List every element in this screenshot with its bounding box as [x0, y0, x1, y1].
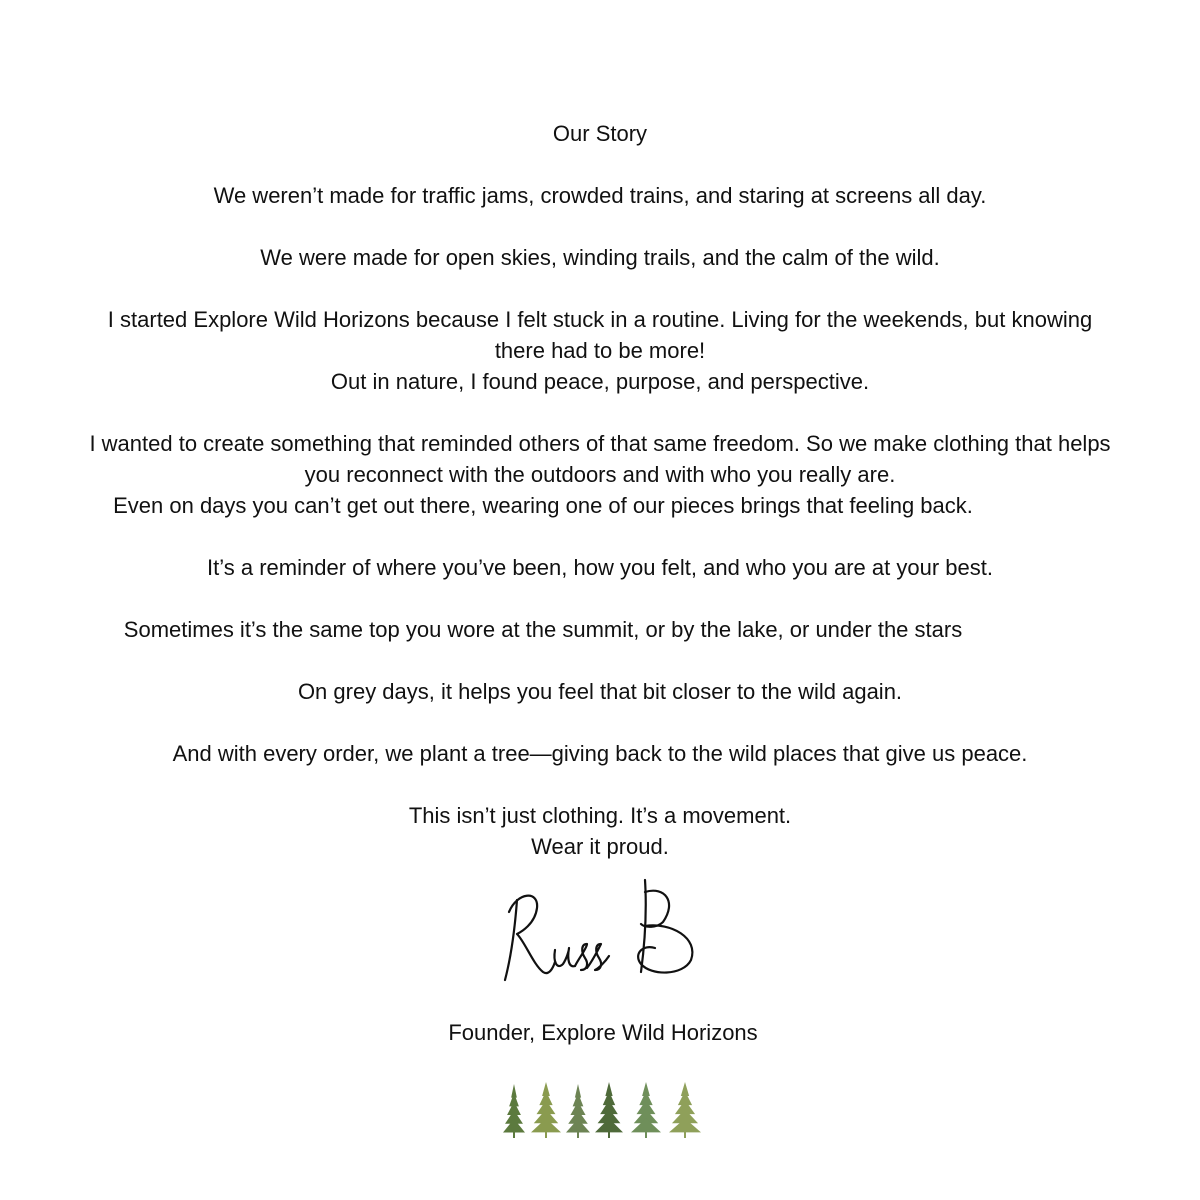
pine-tree-icon [669, 1082, 701, 1138]
story-paragraph-3-line-2: there had to be more! [494, 338, 706, 363]
pine-tree-icon [566, 1084, 590, 1138]
story-paragraph-8: And with every order, we plant a tree—giving back to the wild places that give us peace. [172, 741, 1028, 766]
page-title: Our Story [552, 121, 648, 146]
story-paragraph-3-line-1: I started Explore Wild Horizons because I felt stuck in a routine. Living for the weekends, but knowing [107, 307, 1093, 332]
founder-title: Founder, Explore Wild Horizons [448, 1020, 758, 1045]
pine-trees-icon [500, 1078, 706, 1138]
story-paragraph-7: On grey days, it helps you feel that bit closer to the wild again. [297, 679, 903, 704]
signature-icon [495, 872, 705, 987]
closing-line-2: Wear it proud. [531, 834, 669, 859]
story-paragraph-2: We were made for open skies, winding trails, and the calm of the wild. [260, 245, 940, 270]
story-paragraph-4-line-2: you reconnect with the outdoors and with who you really are. [304, 462, 896, 487]
pine-tree-icon [503, 1084, 525, 1138]
story-paragraph-5: It’s a reminder of where you’ve been, how you felt, and who you are at your best. [207, 555, 993, 580]
story-paragraph-3-line-3: Out in nature, I found peace, purpose, and perspective. [330, 369, 870, 394]
story-paragraph-1: We weren’t made for traffic jams, crowded trains, and staring at screens all day. [213, 183, 987, 208]
story-paragraph-4-line-3: Even on days you can’t get out there, wearing one of our pieces brings that feeling back. [113, 493, 973, 518]
story-paragraph-6: Sometimes it’s the same top you wore at the summit, or by the lake, or under the stars [123, 617, 963, 642]
pine-tree-icon [531, 1082, 561, 1138]
story-paragraph-4-line-1: I wanted to create something that reminded others of that same freedom. So we make clothing that helps [89, 431, 1111, 456]
pine-tree-icon [631, 1082, 661, 1138]
pine-tree-icon [595, 1082, 623, 1138]
closing-line-1: This isn’t just clothing. It’s a movement. [408, 803, 792, 828]
